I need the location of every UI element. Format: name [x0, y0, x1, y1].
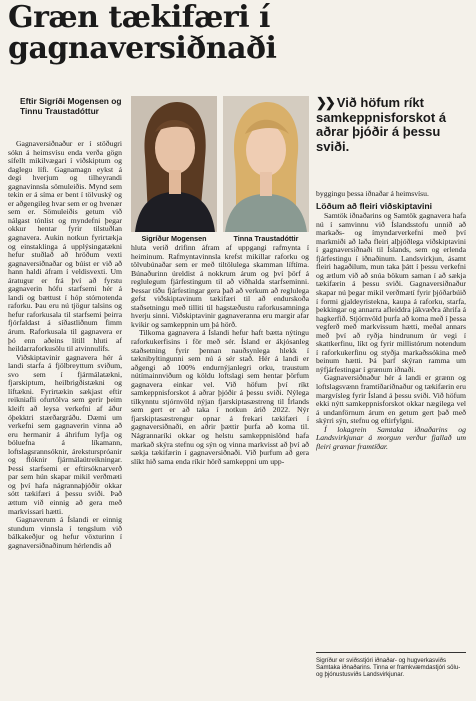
photo-caption: Tinna Traustadóttir: [233, 234, 299, 243]
subheading: Löðum að fleiri viðskiptavini: [316, 200, 433, 211]
portrait-tinna: [223, 96, 309, 232]
paragraph: Tilkoma gagnavera á Íslandi hefur haft bætta nýtingu raforkukerfisins í för með sér. Ísland er ákjósanleg staðsetning fyrir þennan nauðsynlega hlekk í tæknibyltingunni sem nú á sér stað. Hér á landi er aðgengi að 100% endurnýjanlegri orku, traustum nútímainnviðum og köldu loftslagi sem hentar þörfum gagnavera einkar vel. Við höfum því ríkt samkeppnisforskot á aðrar þjóðir á þessu sviði. Nýlega tilkynntu stjórnvöld nýjan fjarskiptasæstreng til Írlands sem gert er að taka í notkun árið 2022. Nýr fjarskiptasæstrengur opnar á frekari tækifæri í gagnaversiðnaði, en aðrir þættir þurfa að koma til. Nágrannaríki okkar og helstu samkeppnislönd hafa markað skýra stefnu og sýn og vinna markvisst að því að sækja tækifærin í gagnaversiðnaði. Við þurfum að gera slíkt hið sama enda ríkir hörð samkeppni um upp-: [131, 328, 309, 466]
closing-note: Í lokagrein Samtaka iðnaðarins og Landsvirkjunar á morgun verður fjallað um fleiri grænar framtíðar.: [316, 424, 466, 451]
article-column-1: [8, 140, 122, 550]
paragraph: Samtök iðnaðarins og Samtök gagnavera hafa nú í samvinnu við Íslandsstofu unnið að markaðs- og ímyndarverkefni með því markmiði að laða fleiri alþjóðlega viðskiptavini í gagnaversiðnaði til Íslands, sem og erlenda fjárfestingu í iðnaðinum. Landsvirkjun, ásamt fleiri hagaðilum, mun taka þátt í þessu verkefni og ætlum við að snúa bökum saman í að sækja tækifærin á þessu sviði. Gagnaversiðnaður skapar nú þegar mikil verðmætí fyrir þjóðarbúið í formi gjaldeyristekna, kaupa á raforku, starfa, þekkingar og annarra afleiddra jákvæðra áhrifa á hagkerfið. Stjórnvöld þurfa að koma með í þessa vegferð með markvissum hætti, meðal annars með því að ryðja hindrunum úr vegi í skattkerfinu, líkt og fyrir millistórum notendum í raforkukerfinu og styðja markaðssókina með beinum hætti. Þá þarf skýran ramma um nýfjárfestingar í grænum iðnaði.: [316, 211, 466, 374]
paragraph: Gagnaversiðnaður hér á landi er grænn og loftslagsvænn framtíðariðnaður og tækifærin eru margvísleg fyrir Ísland á þessu sviði. Við höfum ekki nýtt samkeppnisforskot okkar nægilega vel á undanförnum árum en getum gert það með skýrri sýn, stefnu og eftirfylgni.: [316, 373, 466, 426]
photo-caption: Sigríður Mogensen: [141, 234, 207, 243]
divider: [316, 652, 466, 653]
byline: Eftir Sigríði Mogensen og Tinnu Traustadóttur: [20, 96, 122, 116]
headline: Græn tækifæri í gagnaversiðnaði: [8, 0, 277, 66]
paragraph: Gagnaverum á Íslandi er einnig stundum vinnsla í tengslum við bálkakeðjur og hefur vöxturinn í gagnaversiðnaðinum hérlendis að: [8, 515, 122, 550]
paragraph: byggingu þessa iðnaðar á heimsvísu.: [316, 189, 429, 198]
portrait-sigridur: [131, 96, 217, 232]
author-footnote: Sigríður er sviðsstjóri iðnaðar- og hugverkasviðs Samtaka iðnaðarins. Tinna er framkvæmdastjóri sölu- og þjónustusviðs Landsvirkjunar.: [316, 657, 461, 679]
pull-quote-text: Við höfum ríkt samkeppnisforskot á aðrar þjóðir á þessu sviði.: [316, 95, 447, 154]
pull-quote: [316, 96, 466, 154]
article-column-2: [131, 244, 309, 466]
photo-tinna-traustadottir: [223, 96, 309, 232]
article-column-3: [316, 190, 466, 451]
quote-chevron-icon: ❯❯: [316, 95, 334, 110]
photo-sigridur-mogensen: [131, 96, 217, 232]
paragraph: Viðskiptavinir gagnavera hér á landi starfa á fjölbreyttum sviðum, svo sem í fjármálatækni, fjarskiptum, heilbrigðistækni og líftækni. Fyrirtækin sækjast eftir reikniafli ofurtölva sem gerir þeim kleift að leysa verkefni af áður óþekktri stærðargráðu. Dæmi um verkefni sem gagnaverin vinna að eru hermanir á áhrifum lyfja og bóluefna á líkamann, loftslagsrannsóknir, áreksturspróanir og flóknir fjármálaútreikningar. Þessi starfsemi er eftirsóknarverð par sem hún skapar mikil verðmæti og því hafa nágrannaþjóðir okkar sótt tækifæri á þessu sviði. Það ættum við einnig að gera með markvissari hætti.: [8, 352, 122, 516]
paragraph: hluta verið drifinn áfram af uppgangi rafmynta í heiminum. Rafmyntavinnsla krefst mikillar raforku og tölvubúnaðar sem er með tiltölulega skamman líftíma. Búnaðurinn úreldist á nokkrum árum og því þörf á reglulegum fjárfestingum til að viðhalda starfseminni. Þessar tíðu fjárfestingar gera það að verkum að reglulega gefst viðskiptavinum tækifæri til að endurskoða staðsetningu með tilliti til hagstæðustu raforkusamninga hverju sinni. Viðskiptavinir gagnaveranna eru margir afar kvikir og samkeppnin um þá hörð.: [131, 243, 309, 329]
paragraph: Gagnaversiðnaður er í stöðugri sókn á heimsvísu enda verða gögn sífellt mikilvægari í viðskiptum og daglegu lífi. Gagnamagn eykst á degi hverjum og tilheyrandi gagnavinnsla sömuleiðis. Mynd sem tekin er á síma er bent í tölvuský og er aðgengileg hvar sem er og hvenær sem er. Sömuleiðis getum við nálgast tónlist og myndefni þegar okkur hentar fyrir tilstuðlan gagnavera. Aukin notkun fyrirtækja og einstaklinga á upplýsingatækni hefur stuðlað að hröðum vexti gagnaversiðnaðar og búist er við að hann haldi áfram í veldisvexti. Um áratugur er frá því að fyrstu gagnaverin hófu starfsemi hér á landi og bættust í hóp stórnotenda raforku. Þau eru nú tjögur talsins og hefur raforkusala til starfsemi þeirra fjórfaldast á síðastliðnum fimm árum. Raforkusala til gagnavera er þó enn aðeins lítill hluti af heildarraforkusölu til atvinnulífs.: [8, 139, 122, 354]
